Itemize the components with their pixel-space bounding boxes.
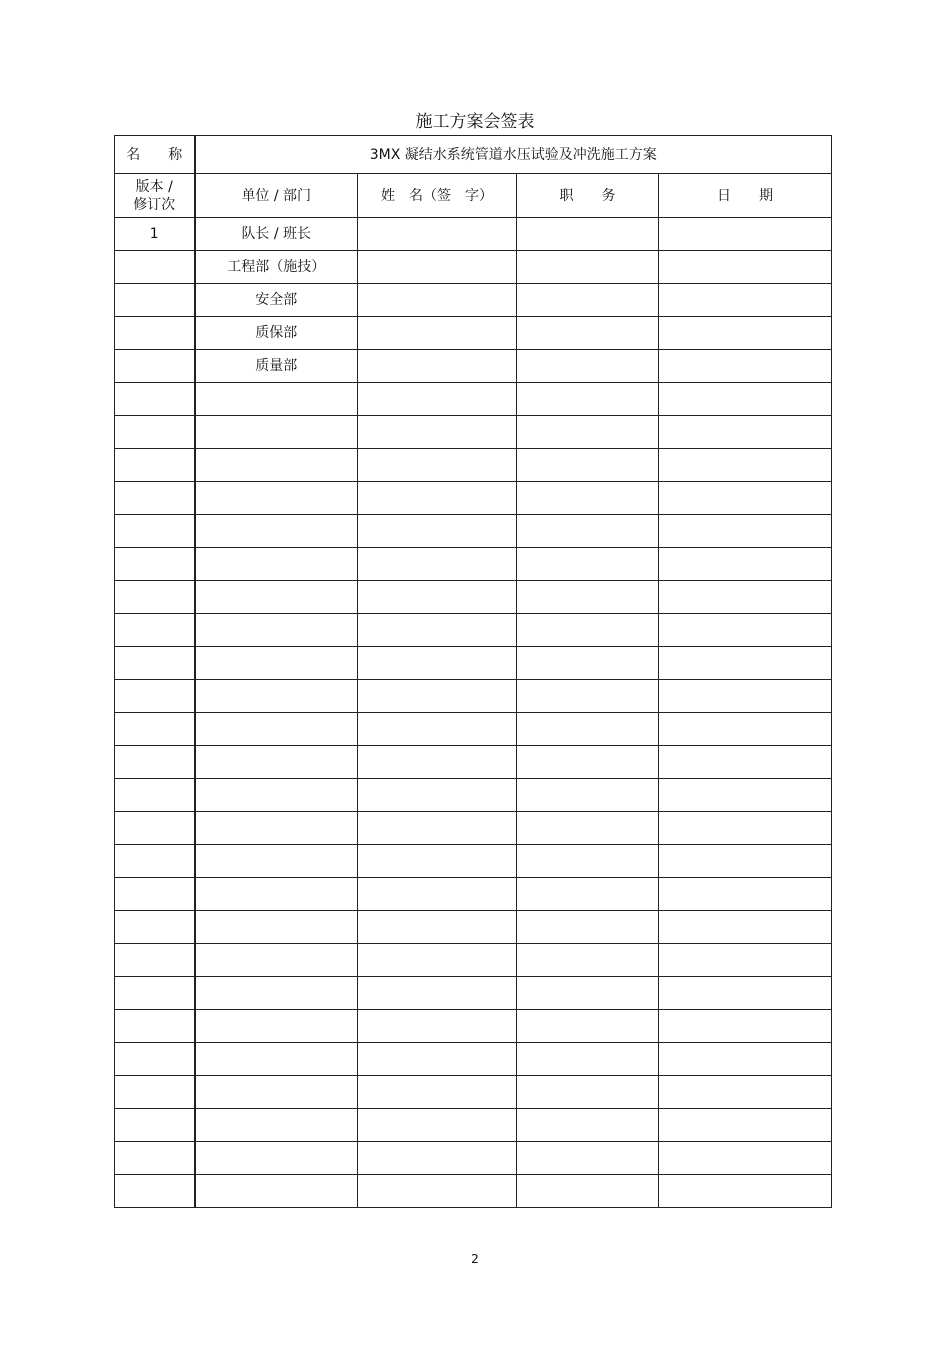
table-row [115,350,832,383]
cell-version [115,680,195,713]
table-row [115,680,832,713]
cell-position [517,1109,659,1142]
cell-unit [195,581,358,614]
cell-unit [195,1076,358,1109]
page-number: 2 [471,1252,479,1266]
cell-date [659,1175,832,1208]
header-date: 日 期 [659,174,832,218]
header-version [115,174,195,218]
cell-unit [195,845,358,878]
cell-date [659,482,832,515]
cell-date [659,218,832,251]
table-row [115,614,832,647]
cell-date [659,1109,832,1142]
cell-version [115,1010,195,1043]
cell-position [517,1043,659,1076]
table-row [115,482,832,515]
cell-position [517,350,659,383]
table-row [115,449,832,482]
table-row [115,1175,832,1208]
cell-version [115,581,195,614]
cell-signature [358,878,517,911]
cell-date [659,317,832,350]
cell-position [517,911,659,944]
cell-position [517,746,659,779]
cell-date [659,647,832,680]
cell-date [659,977,832,1010]
cell-signature [358,779,517,812]
cell-version [115,878,195,911]
cell-signature [358,218,517,251]
cell-version [115,548,195,581]
cell-unit [195,647,358,680]
cell-version [115,482,195,515]
cell-unit [195,515,358,548]
cell-date [659,581,832,614]
cell-signature [358,1175,517,1208]
cell-date [659,515,832,548]
cell-unit [195,878,358,911]
cell-position [517,482,659,515]
cell-unit [195,1142,358,1175]
cell-version [115,449,195,482]
cell-version [115,383,195,416]
cell-signature [358,911,517,944]
table-row [115,713,832,746]
cell-version [115,1043,195,1076]
cell-position [517,779,659,812]
cell-unit [195,911,358,944]
cell-signature [358,812,517,845]
table-row [115,548,832,581]
cell-version: 1 [115,218,195,251]
cell-version [115,284,195,317]
page-title: 施工方案会签表 [415,112,535,132]
table-row [115,1109,832,1142]
table-row [115,515,832,548]
cell-version [115,911,195,944]
table-row [115,911,832,944]
cell-date [659,845,832,878]
cell-signature [358,581,517,614]
cell-signature [358,746,517,779]
cell-signature [358,416,517,449]
cell-unit [195,1109,358,1142]
cell-date [659,1010,832,1043]
cell-date [659,878,832,911]
table-row [115,977,832,1010]
cell-unit [195,713,358,746]
header-row [115,174,832,218]
cell-version [115,1109,195,1142]
cell-signature [358,680,517,713]
cell-unit [195,812,358,845]
cell-signature [358,1109,517,1142]
cell-position [517,1076,659,1109]
cell-position [517,218,659,251]
cell-signature [358,482,517,515]
cell-position [517,680,659,713]
cell-date [659,449,832,482]
cell-version [115,1076,195,1109]
table-row [115,845,832,878]
cell-date [659,680,832,713]
cell-date [659,350,832,383]
cell-position [517,581,659,614]
cell-signature [358,317,517,350]
cell-unit: 队长 / 班长 [195,218,358,251]
cell-version [115,317,195,350]
cell-unit [195,746,358,779]
table-row [115,383,832,416]
cell-position [517,449,659,482]
cell-version [115,845,195,878]
cell-unit [195,944,358,977]
cell-date [659,1076,832,1109]
cell-version [115,251,195,284]
table-row [115,416,832,449]
cell-date [659,713,832,746]
table-row [115,251,832,284]
cell-position [517,647,659,680]
cell-position [517,812,659,845]
cell-date [659,1142,832,1175]
cell-version [115,713,195,746]
cell-unit: 质保部 [195,317,358,350]
cell-date [659,284,832,317]
cell-signature [358,647,517,680]
cell-unit [195,977,358,1010]
cell-date [659,779,832,812]
cell-position [517,977,659,1010]
cell-version [115,647,195,680]
cell-unit [195,482,358,515]
cell-version [115,746,195,779]
cell-unit [195,416,358,449]
cell-version [115,416,195,449]
cell-position [517,251,659,284]
cell-position [517,1142,659,1175]
cell-signature [358,944,517,977]
cell-position [517,878,659,911]
cell-unit: 安全部 [195,284,358,317]
table-row [115,812,832,845]
header-signature: 姓 名（签 字） [358,174,517,218]
cell-unit [195,383,358,416]
header-version-line1: 版本 / [135,178,173,195]
project-name: 3MX 凝结水系统管道水压试验及冲洗施工方案 [195,136,832,174]
table-row [115,317,832,350]
cell-date [659,1043,832,1076]
cell-signature [358,548,517,581]
header-unit: 单位 / 部门 [195,174,358,218]
cell-position [517,383,659,416]
table-row [115,779,832,812]
cell-signature [358,845,517,878]
cell-date [659,944,832,977]
table-row [115,746,832,779]
table-row [115,878,832,911]
cell-signature [358,251,517,284]
cell-version [115,977,195,1010]
cell-unit [195,779,358,812]
cell-position [517,515,659,548]
cell-version [115,515,195,548]
cell-position [517,317,659,350]
cell-version [115,1142,195,1175]
table-row [115,581,832,614]
cell-unit: 工程部（施技） [195,251,358,284]
cell-position [517,1010,659,1043]
cell-date [659,746,832,779]
cell-unit [195,614,358,647]
cell-unit [195,1010,358,1043]
cell-signature [358,713,517,746]
cell-version [115,944,195,977]
cell-version [115,779,195,812]
cell-signature [358,350,517,383]
cell-date [659,548,832,581]
cell-date [659,614,832,647]
cell-date [659,812,832,845]
cell-signature [358,1043,517,1076]
cell-position [517,713,659,746]
cell-unit [195,449,358,482]
cell-date [659,383,832,416]
cell-position [517,548,659,581]
table-row [115,647,832,680]
cell-date [659,416,832,449]
cell-position [517,614,659,647]
sign-off-table [114,135,832,1208]
project-name-row [115,136,832,174]
cell-unit [195,1043,358,1076]
cell-unit [195,1175,358,1208]
cell-unit [195,680,358,713]
cell-date [659,251,832,284]
cell-signature [358,1076,517,1109]
cell-signature [358,515,517,548]
cell-signature [358,449,517,482]
table-row [115,218,832,251]
cell-position [517,416,659,449]
cell-signature [358,614,517,647]
name-label: 名 称 [115,136,195,174]
cell-signature [358,977,517,1010]
cell-unit: 质量部 [195,350,358,383]
table-row [115,1142,832,1175]
cell-date [659,911,832,944]
header-position: 职 务 [517,174,659,218]
cell-signature [358,383,517,416]
cell-position [517,1175,659,1208]
table-row [115,1043,832,1076]
cell-version [115,1175,195,1208]
cell-position [517,944,659,977]
cell-position [517,284,659,317]
cell-version [115,350,195,383]
table-row [115,1076,832,1109]
table-row [115,284,832,317]
cell-position [517,845,659,878]
cell-signature [358,1010,517,1043]
header-version-line2: 修订次 [133,196,176,213]
table-row [115,944,832,977]
cell-unit [195,548,358,581]
table-row [115,1010,832,1043]
cell-version [115,614,195,647]
cell-signature [358,284,517,317]
cell-version [115,812,195,845]
cell-signature [358,1142,517,1175]
